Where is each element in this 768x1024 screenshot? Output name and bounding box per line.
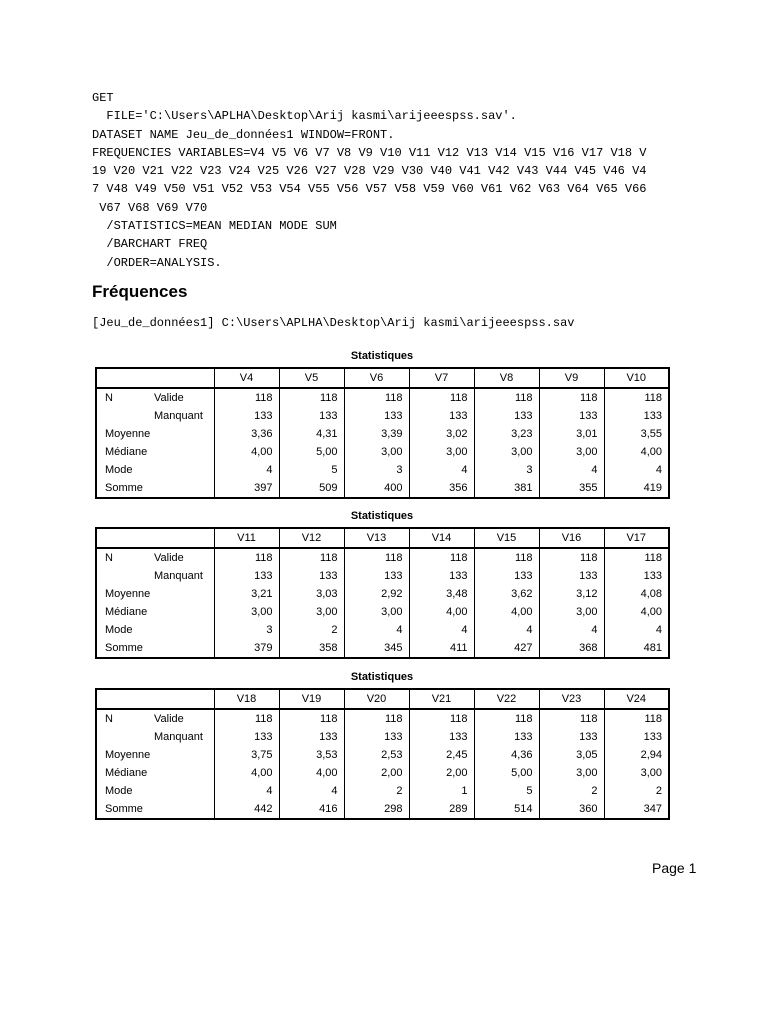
table-cell: 4 — [279, 782, 344, 800]
table-cell: 118 — [539, 388, 604, 407]
column-header: V6 — [344, 368, 409, 388]
table-cell: 118 — [214, 709, 279, 728]
table-cell: 4 — [214, 782, 279, 800]
table-cell: 118 — [474, 548, 539, 567]
table-cell: 3,36 — [214, 425, 279, 443]
table-cell: 3,12 — [539, 585, 604, 603]
row-label-empty — [96, 567, 152, 585]
syntax-line: DATASET NAME Jeu_de_données1 WINDOW=FRONT. — [92, 127, 395, 142]
table-cell: 3 — [214, 621, 279, 639]
table-cell: 118 — [539, 548, 604, 567]
table-cell: 133 — [214, 567, 279, 585]
table-cell: 133 — [214, 407, 279, 425]
table-row — [96, 621, 669, 639]
table-cell: 3 — [344, 461, 409, 479]
table-cell: 118 — [539, 709, 604, 728]
table-cell: 1 — [409, 782, 474, 800]
table-row — [96, 746, 669, 764]
syntax-line: FREQUENCIES VARIABLES=V4 V5 V6 V7 V8 V9 V10 V11 V12 V13 V14 V15 V16 V17 V18 V — [92, 145, 647, 160]
table-cell: 4 — [604, 621, 669, 639]
table-row — [96, 567, 669, 585]
row-sublabel-missing: Manquant — [154, 731, 203, 743]
table-cell: 289 — [409, 800, 474, 819]
table-cell: 397 — [214, 479, 279, 498]
table-row — [96, 407, 669, 425]
row-label-median: Médiane — [96, 443, 214, 461]
table-cell: 118 — [344, 388, 409, 407]
column-header: V4 — [214, 368, 279, 388]
table-cell: 4 — [474, 621, 539, 639]
table-cell: 133 — [214, 728, 279, 746]
table-row — [96, 585, 669, 603]
row-label-median: Médiane — [96, 764, 214, 782]
table-row — [96, 800, 669, 819]
column-header: V18 — [214, 689, 279, 709]
table-cell: 3 — [474, 461, 539, 479]
syntax-line: V67 V68 V69 V70 — [92, 200, 208, 215]
table-cell: 358 — [279, 639, 344, 658]
table-cell: 3,00 — [344, 443, 409, 461]
table-cell: 4 — [604, 461, 669, 479]
column-header: V8 — [474, 368, 539, 388]
table-cell: 5,00 — [279, 443, 344, 461]
table-cell: 118 — [409, 548, 474, 567]
table-cell: 355 — [539, 479, 604, 498]
table-cell: 5 — [474, 782, 539, 800]
column-header: V23 — [539, 689, 604, 709]
row-label-median: Médiane — [96, 603, 214, 621]
row-label-sum: Somme — [96, 800, 214, 819]
table-cell: 133 — [279, 567, 344, 585]
dataset-path: [Jeu_de_données1] C:\Users\APLHA\Desktop\Arij kasmi\arijeeespss.sav — [92, 316, 575, 330]
table-cell: 118 — [409, 388, 474, 407]
table-cell: 5 — [279, 461, 344, 479]
table-cell: 419 — [604, 479, 669, 498]
syntax-line: GET — [92, 91, 114, 105]
table-row — [96, 709, 669, 728]
table-cell: 118 — [474, 388, 539, 407]
table-cell: 118 — [604, 548, 669, 567]
table-cell: 2,92 — [344, 585, 409, 603]
table-cell: 3,00 — [214, 603, 279, 621]
row-sublabel-valid: Valide — [154, 552, 184, 564]
table-cell: 298 — [344, 800, 409, 819]
table-cell: 4,31 — [279, 425, 344, 443]
table-cell: 133 — [409, 728, 474, 746]
row-sublabel-valid: Valide — [154, 713, 184, 725]
table-row — [96, 764, 669, 782]
row-sublabel-valid: Valide — [154, 392, 184, 404]
table-cell: 133 — [474, 728, 539, 746]
row-label-sum: Somme — [96, 479, 214, 498]
table-cell: 2 — [344, 782, 409, 800]
column-header: V14 — [409, 528, 474, 548]
table-cell: 2,00 — [409, 764, 474, 782]
table-cell: 4 — [214, 461, 279, 479]
table-row — [96, 548, 669, 567]
table-cell: 2,94 — [604, 746, 669, 764]
table-cell: 118 — [604, 388, 669, 407]
table-cell: 133 — [604, 567, 669, 585]
table-cell: 4 — [539, 621, 604, 639]
table-cell: 4,00 — [214, 443, 279, 461]
table-cell: 3,00 — [409, 443, 474, 461]
table-cell: 118 — [344, 709, 409, 728]
header-corner — [96, 689, 214, 709]
table-row — [96, 425, 669, 443]
table-row — [96, 461, 669, 479]
table-cell: 118 — [279, 548, 344, 567]
table-cell: 4,36 — [474, 746, 539, 764]
header-corner — [96, 528, 214, 548]
table-cell: 3,55 — [604, 425, 669, 443]
table-cell: 347 — [604, 800, 669, 819]
row-label-sum: Somme — [96, 639, 214, 658]
table-cell: 133 — [344, 567, 409, 585]
row-label-mode: Mode — [96, 461, 214, 479]
table-title: Statistiques — [350, 350, 414, 362]
table-cell: 3,23 — [474, 425, 539, 443]
column-header: V21 — [409, 689, 474, 709]
table-title: Statistiques — [350, 510, 414, 522]
row-label-n: N — [96, 709, 152, 728]
table-cell: 3,02 — [409, 425, 474, 443]
table-cell: 2 — [279, 621, 344, 639]
table-cell: 3,53 — [279, 746, 344, 764]
column-header: V22 — [474, 689, 539, 709]
column-header: V19 — [279, 689, 344, 709]
syntax-line: /BARCHART FREQ — [92, 237, 208, 252]
syntax-line: 7 V48 V49 V50 V51 V52 V53 V54 V55 V56 V57 V58 V59 V60 V61 V62 V63 V64 V65 V66 — [92, 182, 647, 197]
table-cell: 514 — [474, 800, 539, 819]
table-cell: 4 — [409, 621, 474, 639]
table-cell: 481 — [604, 639, 669, 658]
table-cell: 133 — [279, 728, 344, 746]
table-cell: 3,75 — [214, 746, 279, 764]
table-row — [96, 603, 669, 621]
table-cell: 356 — [409, 479, 474, 498]
table-cell: 442 — [214, 800, 279, 819]
table-cell: 509 — [279, 479, 344, 498]
table-row — [96, 782, 669, 800]
table-cell: 133 — [474, 407, 539, 425]
table-cell: 118 — [344, 548, 409, 567]
table-cell: 133 — [604, 407, 669, 425]
row-label-n: N — [96, 388, 152, 407]
table-cell: 3,01 — [539, 425, 604, 443]
statistics-table-1 — [95, 349, 669, 499]
table-cell: 133 — [539, 407, 604, 425]
table-row — [96, 443, 669, 461]
table-cell: 3,00 — [539, 603, 604, 621]
column-header: V20 — [344, 689, 409, 709]
column-header: V24 — [604, 689, 669, 709]
table-cell: 5,00 — [474, 764, 539, 782]
table-row — [96, 639, 669, 658]
table-cell: 133 — [344, 728, 409, 746]
table-cell: 368 — [539, 639, 604, 658]
column-header: V7 — [409, 368, 474, 388]
table-cell: 3,00 — [474, 443, 539, 461]
table-cell: 379 — [214, 639, 279, 658]
table-cell: 3,00 — [604, 764, 669, 782]
table-cell: 4 — [409, 461, 474, 479]
table-cell: 118 — [214, 388, 279, 407]
table-row — [96, 728, 669, 746]
statistics-table-2 — [95, 509, 669, 659]
table-cell: 2 — [539, 782, 604, 800]
syntax-line: /ORDER=ANALYSIS. — [92, 255, 222, 270]
table-cell: 4,00 — [279, 764, 344, 782]
table-cell: 3,05 — [539, 746, 604, 764]
table-cell: 2,45 — [409, 746, 474, 764]
table-cell: 427 — [474, 639, 539, 658]
column-header: V10 — [604, 368, 669, 388]
table-cell: 118 — [474, 709, 539, 728]
column-header: V11 — [214, 528, 279, 548]
column-header: V16 — [539, 528, 604, 548]
section-heading: Fréquences — [92, 282, 188, 301]
table-cell: 133 — [474, 567, 539, 585]
table-cell: 3,21 — [214, 585, 279, 603]
table-cell: 133 — [409, 567, 474, 585]
table-cell: 2 — [604, 782, 669, 800]
table-cell: 133 — [344, 407, 409, 425]
statistics-table-3 — [95, 670, 669, 820]
table-cell: 133 — [539, 567, 604, 585]
table-title: Statistiques — [350, 671, 414, 683]
column-header: V15 — [474, 528, 539, 548]
syntax-line: FILE='C:\Users\APLHA\Desktop\Arij kasmi\arijeeespss.sav'. — [92, 109, 517, 124]
column-header: V9 — [539, 368, 604, 388]
table-cell: 3,03 — [279, 585, 344, 603]
table-cell: 2,00 — [344, 764, 409, 782]
table-row — [96, 479, 669, 498]
table-cell: 3,48 — [409, 585, 474, 603]
syntax-line: 19 V20 V21 V22 V23 V24 V25 V26 V27 V28 V29 V30 V40 V41 V42 V43 V44 V45 V46 V4 — [92, 164, 647, 179]
table-cell: 416 — [279, 800, 344, 819]
table-cell: 4,00 — [604, 443, 669, 461]
table-cell: 4 — [344, 621, 409, 639]
column-header: V17 — [604, 528, 669, 548]
table-cell: 118 — [279, 709, 344, 728]
table-cell: 360 — [539, 800, 604, 819]
table-cell: 4,00 — [604, 603, 669, 621]
syntax-line: /STATISTICS=MEAN MEDIAN MODE SUM — [92, 219, 337, 234]
table-cell: 3,62 — [474, 585, 539, 603]
row-label-mode: Mode — [96, 621, 214, 639]
row-label-mode: Mode — [96, 782, 214, 800]
table-cell: 133 — [279, 407, 344, 425]
row-label-mean: Moyenne — [96, 585, 214, 603]
table-cell: 3,00 — [539, 764, 604, 782]
table-cell: 3,00 — [344, 603, 409, 621]
column-header: V13 — [344, 528, 409, 548]
spss-syntax-block — [92, 89, 647, 272]
table-cell: 118 — [279, 388, 344, 407]
row-sublabel-missing: Manquant — [154, 410, 203, 422]
table-cell: 400 — [344, 479, 409, 498]
table-cell: 3,39 — [344, 425, 409, 443]
table-cell: 133 — [409, 407, 474, 425]
table-cell: 2,53 — [344, 746, 409, 764]
table-cell: 411 — [409, 639, 474, 658]
table-cell: 118 — [604, 709, 669, 728]
column-header: V5 — [279, 368, 344, 388]
table-cell: 118 — [214, 548, 279, 567]
table-cell: 133 — [604, 728, 669, 746]
row-label-empty — [96, 407, 152, 425]
table-cell: 3,00 — [539, 443, 604, 461]
row-label-n: N — [96, 548, 152, 567]
table-cell: 345 — [344, 639, 409, 658]
table-cell: 4 — [539, 461, 604, 479]
table-cell: 118 — [409, 709, 474, 728]
table-cell: 4,00 — [214, 764, 279, 782]
column-header: V12 — [279, 528, 344, 548]
table-cell: 4,00 — [409, 603, 474, 621]
table-cell: 133 — [539, 728, 604, 746]
row-label-mean: Moyenne — [96, 746, 214, 764]
header-corner — [96, 368, 214, 388]
table-cell: 4,08 — [604, 585, 669, 603]
table-cell: 381 — [474, 479, 539, 498]
table-cell: 4,00 — [474, 603, 539, 621]
table-row — [96, 388, 669, 407]
table-cell: 3,00 — [279, 603, 344, 621]
row-sublabel-missing: Manquant — [154, 570, 203, 582]
page-number: Page 1 — [652, 860, 697, 876]
row-label-mean: Moyenne — [96, 425, 214, 443]
row-label-empty — [96, 728, 152, 746]
